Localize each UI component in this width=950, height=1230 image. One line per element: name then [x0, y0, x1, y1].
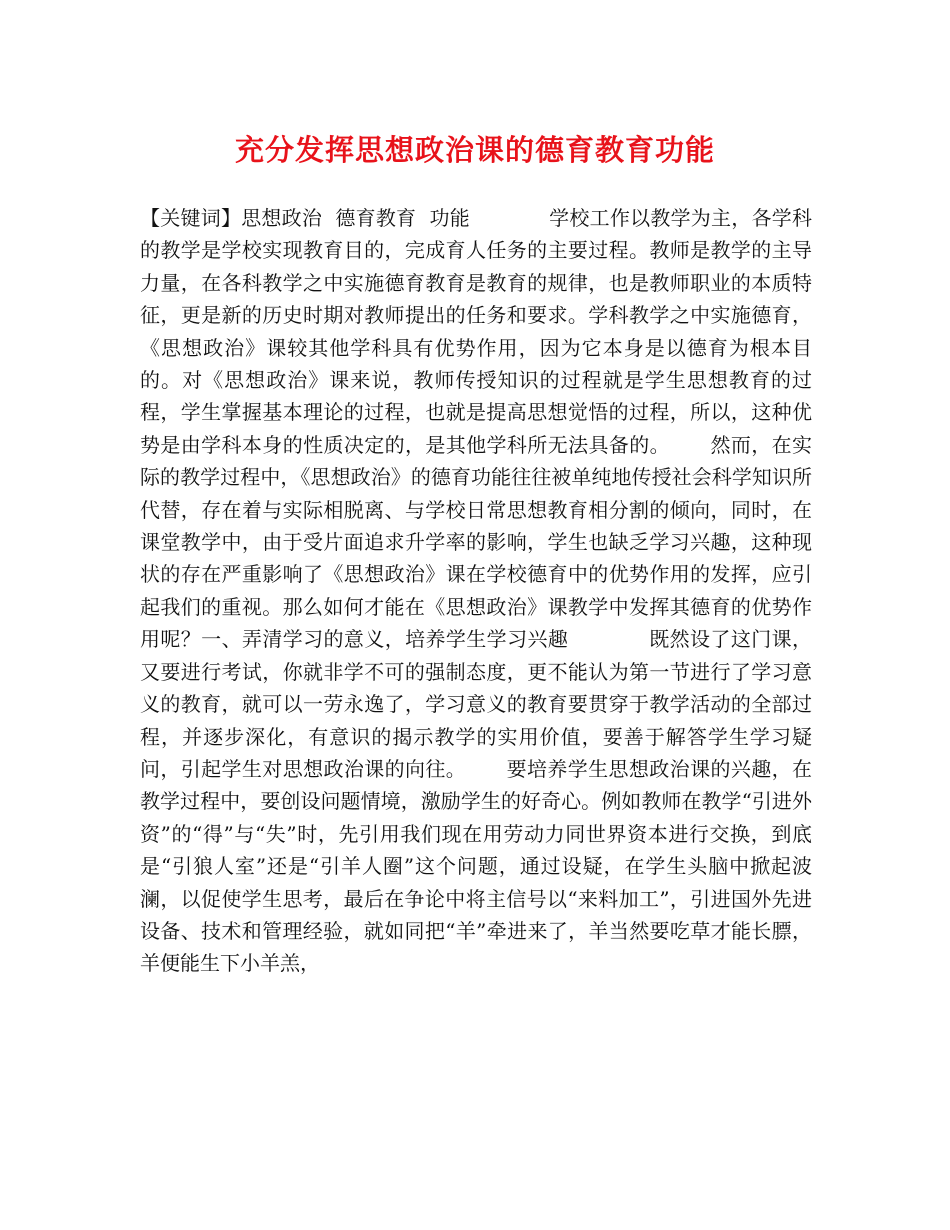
document-title: 充分发挥思想政治课的德育教育功能: [234, 133, 715, 167]
body-paragraph: 【关键词】思想政治 德育教育 功能 学校工作以教学为主，各学科的教学是学校实现教育目的，完成育人任务的主要过程。教师是教学的主导力量，在各科教学之中实施德育教育是教育的规律，也是教师职业的本质特征，更是新的历史时期对教师提出的任务和要求。学科教学之中实施德育，《思想政治》课较其他学科具有优势作用，因为它本身是以德育为根本目的。对《思想政治》课来说，教师传授知识的过程就是学生思想教育的过程，学生掌握基本理论的过程，也就是提高思想觉悟的过程，所以，这种优势是由学科本身的性质决定的，是其他学科所无法具备的。 然而，在实际的教学过程中，《思想政治》的德育功能往往被单纯地传授社会科学知识所代替，存在着与实际相脱离、与学校日常思想教育相分割的倾向，同时，在课堂教学中，由于受片面追求升学率的影响，学生也缺乏学习兴趣，这种现状的存在严重影响了《思想政治》课在学校德育中的优势作用的发挥，应引起我们的重视。那么如何才能在《思想政治》课教学中发挥其德育的优势作用呢？一、弄清学习的意义，培养学生学习兴趣 既然设了这门课，又要进行考试，你就非学不可的强制态度，更不能认为第一节进行了学习意义的教育，就可以一劳永逸了，学习意义的教育要贯穿于教学活动的全部过程，并逐步深化，有意识的揭示教学的实用价值，要善于解答学生学习疑问，引起学生对思想政治课的向往。 要培养学生思想政治课的兴趣，在教学过程中，要创设问题情境，激励学生的好奇心。例如教师在教学“引进外资”的“得”与“失”时，先引用我们现在用劳动力同世界资本进行交换，到底是“引狼人室”还是“引羊人圈”这个问题，通过设疑，在学生头脑中掀起波澜，以促使学生思考，最后在争论中将主信号以“来料加工”，引进国外先进设备、技术和管理经验，就如同把“羊”牵进来了，羊当然要吃草才能长膘，羊便能生下小羊羔，: [140, 206, 812, 976]
document-body: [140, 202, 812, 980]
